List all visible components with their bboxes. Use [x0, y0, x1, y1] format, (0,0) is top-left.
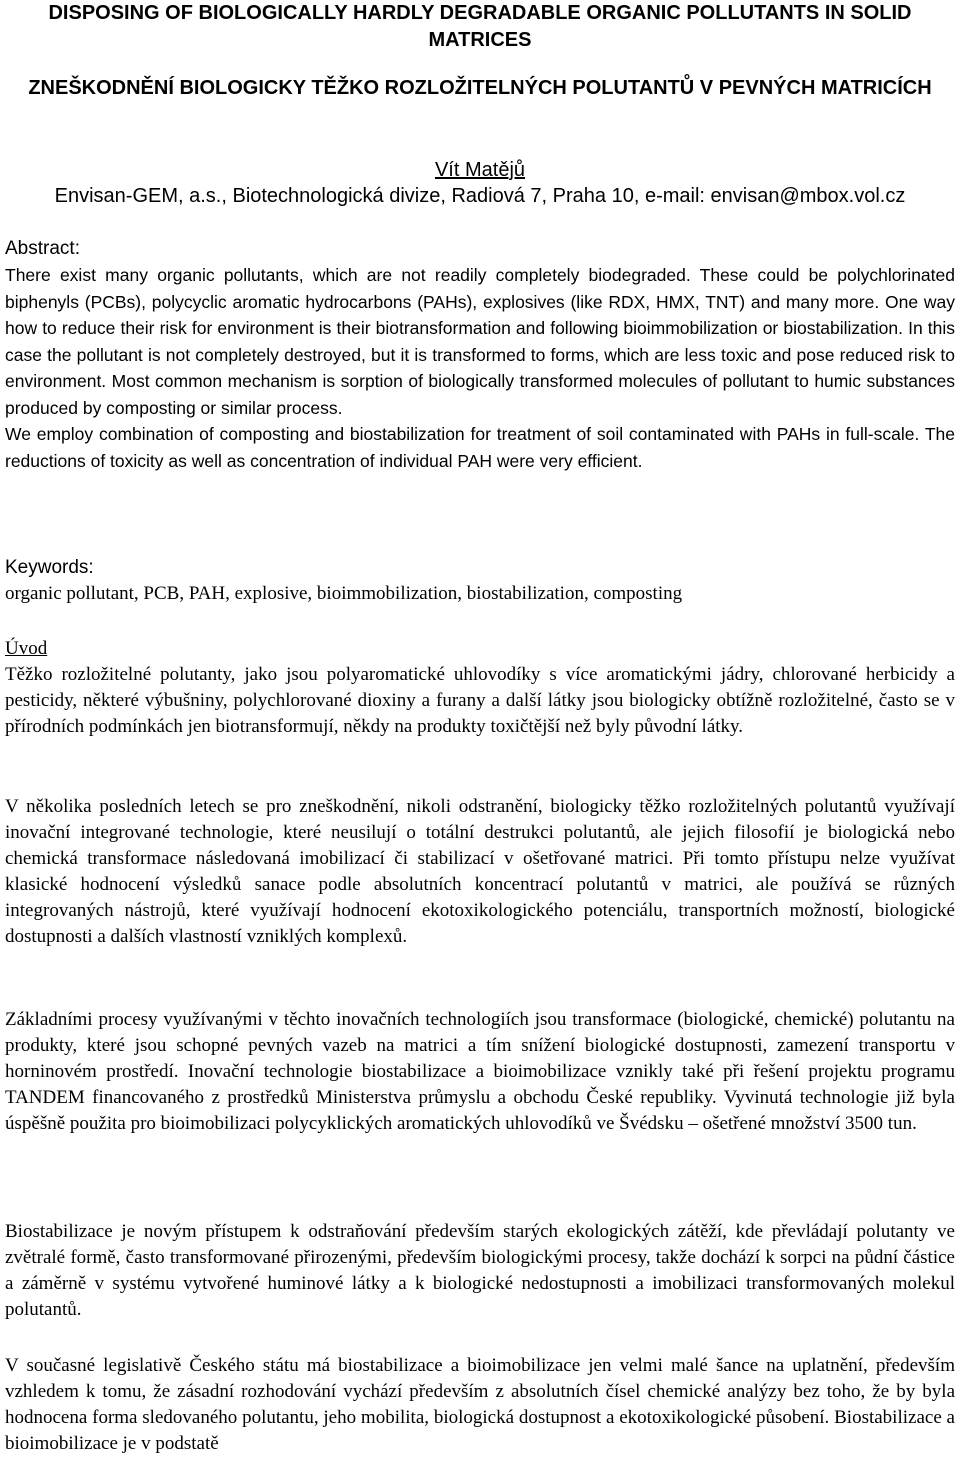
intro-paragraph-2	[5, 794, 955, 950]
affiliation-text: Envisan-GEM, a.s., Biotechnologická divize, Radiová 7, Praha 10, e-mail: envisan@mbox.vol.cz	[54, 185, 906, 207]
abstract-paragraph-2: We employ combination of composting and biostabilization for treatment of soil contaminated with PAHs in full-scale. The reductions of toxicity as well as concentration of individual PAH were very efficient.	[5, 424, 955, 471]
intro-paragraph-1	[5, 662, 955, 740]
intro-heading: Úvod	[5, 638, 48, 659]
author-affiliation	[5, 183, 955, 209]
title-czech: ZNEŠKODNĚNÍ BIOLOGICKY TĚŽKO ROZLOŽITELNÝCH POLUTANTŮ V PEVNÝCH MATRICÍCH	[28, 77, 932, 99]
paragraph-text: Těžko rozložitelné polutanty, jako jsou polyaromatické uhlovodíky s více aromatickými jádry, chlorované herbicidy a pesticidy, některé výbušniny, polychlorované dioxiny a furany a další látky jsou biologicky obtížně rozložitelné, často se v přírodních podmínkách jen biotransformují, někdy na produkty toxičtější než byly původní látky.	[5, 664, 955, 737]
keywords-heading: Keywords:	[5, 557, 94, 578]
paragraph-text: V současné legislativě Českého státu má biostabilizace a bioimobilizace jen velmi malé šance na uplatnění, především vzhledem k tomu, že zásadní rozhodování vychází především z absolutních čísel chemické analýzy bez toho, že by byla hodnocena forma sledovaného polutantu, jeho mobilita, biologická dostupnost a ekotoxikologické působení. Biostabilizace a bioimobilizace je v podstatě	[5, 1355, 955, 1454]
paragraph-text: V několika posledních letech se pro zneškodnění, nikoli odstranění, biologicky těžko rozložitelných polutantů využívají inovační integrované technologie, které neusilují o totální destrukci polutantů, ale jejich filosofií je biologická nebo chemická transformace následovaná imobilizací či stabilizací v ošetřované matrici. Při tomto přístupu nelze využívat klasické hodnocení výsledků sanace podle absolutních koncentrací polutantů v matrici, ale používá se různých integrovaných nástrojů, které využívají hodnocení ekotoxikologického potenciálu, transportních možností, biologické dostupnosti a dalších vlastností vzniklých komplexů.	[5, 796, 955, 947]
intro-paragraph-4	[5, 1219, 955, 1323]
paragraph-text: Biostabilizace je novým přístupem k odstraňování především starých ekologických zátěží, kde převládají polutanty ve zvětralé formě, často transformované přirozenými, především biologickými procesy, takže dochází k sorpci na půdní částice a záměrně v systému vytvořené huminové látky a k biologické nedostupnosti a imobilizaci transformovaných molekul polutantů.	[5, 1221, 955, 1320]
intro-paragraph-3	[5, 1007, 955, 1137]
intro-paragraph-5	[5, 1353, 955, 1457]
abstract-heading: Abstract:	[5, 238, 80, 259]
title-english: DISPOSING OF BIOLOGICALLY HARDLY DEGRADABLE ORGANIC POLLUTANTS IN SOLID MATRICES	[48, 2, 912, 51]
abstract-paragraph-1: There exist many organic pollutants, which are not readily completely biodegraded. These could be polychlorinated biphenyls (PCBs), polycyclic aromatic hydrocarbons (PAHs), explosives (like RDX, HMX, TNT) and many more. One way how to reduce their risk for environment is their biotransformation and following bioimmobilization or biostabilization. In this case the pollutant is not completely destroyed, but it is transformed to forms, which are less toxic and pose reduced risk to environment. Most common mechanism is sorption of biologically transformed molecules of pollutant to humic substances produced by composting or similar process.	[5, 265, 955, 418]
author-name: Vít Matějů	[434, 159, 526, 181]
abstract-body	[5, 262, 955, 474]
keywords-text: organic pollutant, PCB, PAH, explosive, bioimmobilization, biostabilization, composting	[5, 583, 683, 604]
paragraph-text: Základními procesy využívanými v těchto inovačních technologiích jsou transformace (biologické, chemické) polutantu na produkty, které jsou schopné pevných vazeb na matrici a tím snížení biologické dostupnosti, zamezení transportu v horninovém prostředí. Inovační technologie biostabilizace a bioimobilizace vznikly také při řešení projektu programu TANDEM financovaného z prostředků Ministerstva průmyslu a obchodu České republiky. Vyvinutá technologie již byla úspěšně použita pro bioimobilizaci polycyklických aromatických uhlovodíků ve Švédsku – ošetřené množství 3500 tun.	[5, 1009, 955, 1134]
